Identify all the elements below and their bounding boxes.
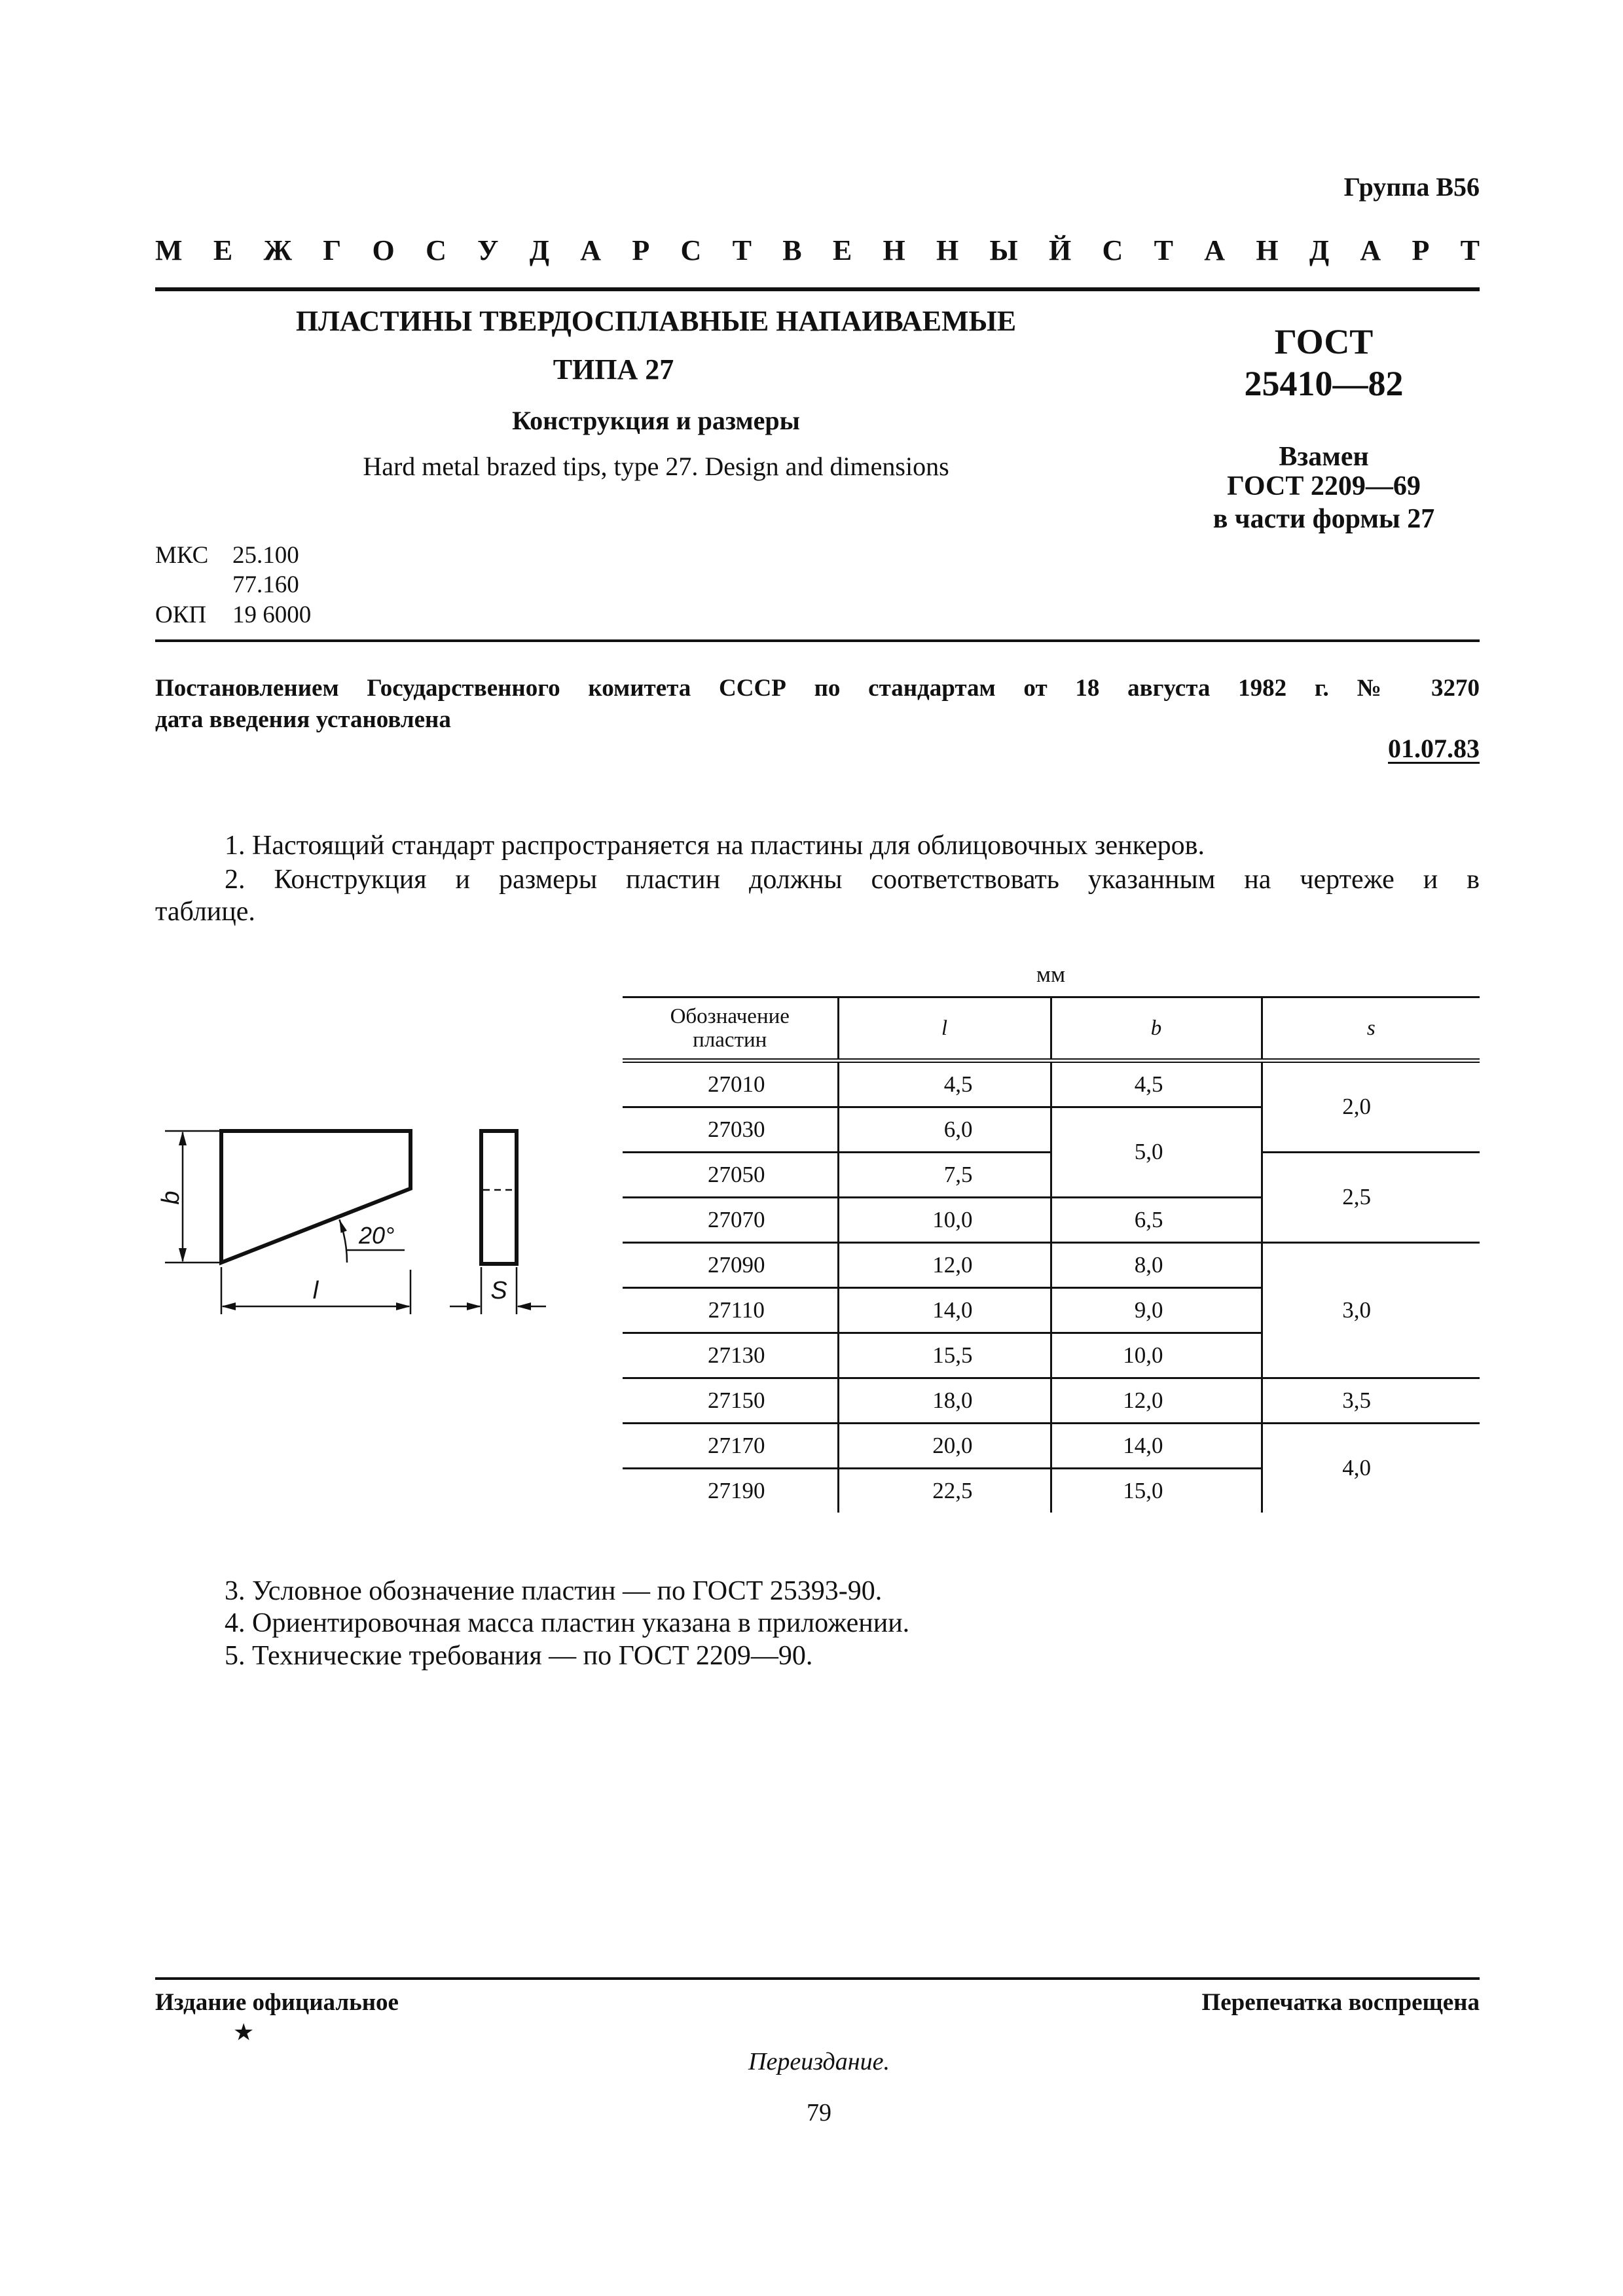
clause-3: 3. Условное обозначение пластин — по ГОСТ 25393-90. (225, 1576, 883, 1606)
header-l: l (838, 997, 1051, 1061)
plate-drawing (151, 1113, 570, 1329)
cell-s: 3,5 (1262, 1378, 1480, 1424)
side-view-outline (481, 1131, 517, 1264)
clause-2-line2: таблице. (155, 897, 255, 927)
dimension-b (157, 1131, 221, 1263)
mks-code-2: 77.160 (232, 571, 299, 598)
cell-designation: 27030 (623, 1107, 838, 1153)
cell-b: 10,0 (1051, 1333, 1262, 1378)
cell-l: 15,5 (838, 1333, 1051, 1378)
cell-designation: 27090 (623, 1243, 838, 1288)
group-code: Группа В56 (1343, 172, 1480, 202)
title-english: Hard metal brazed tips, type 27. Design and dimensions (363, 452, 949, 481)
cell-l: 18,0 (838, 1378, 1051, 1424)
gost-number: 25410—82 (1244, 364, 1404, 403)
clause-5: 5. Технические требования — по ГОСТ 2209—90. (225, 1641, 813, 1671)
dimension-s (450, 1267, 546, 1314)
cell-l: 12,0 (838, 1243, 1051, 1288)
header-rule (155, 287, 1480, 291)
table-header-row (623, 997, 1480, 1061)
mks-code-1: 25.100 (232, 542, 299, 569)
cell-b: 14,0 (1051, 1424, 1262, 1469)
side-view (481, 1131, 517, 1264)
arrowhead-b-top (179, 1131, 187, 1145)
cell-designation: 27110 (623, 1288, 838, 1333)
cell-l: 10,0 (838, 1198, 1051, 1243)
header-designation-line1: Обозначение (670, 1004, 790, 1028)
replaces-part: в части формы 27 (1213, 504, 1435, 534)
cell-s: 2,5 (1262, 1153, 1480, 1243)
okp-code: 19 6000 (232, 601, 312, 628)
arrowhead-b-bottom (179, 1248, 187, 1263)
cell-b: 15,0 (1051, 1469, 1262, 1513)
arrowhead-angle (339, 1219, 347, 1233)
cell-b: 6,5 (1051, 1198, 1262, 1243)
title-line1: ПЛАСТИНЫ ТВЕРДОСПЛАВНЫЕ НАПАИВАЕМЫЕ (295, 305, 1017, 337)
label-b: b (157, 1191, 185, 1205)
arrowhead-l-left (221, 1302, 236, 1310)
footer-rule (155, 1977, 1480, 1980)
table-row (623, 1061, 1480, 1107)
gost-label: ГОСТ (1274, 322, 1374, 361)
cell-designation: 27170 (623, 1424, 838, 1469)
arrowhead-l-right (396, 1302, 410, 1310)
header-designation (623, 997, 838, 1061)
table-unit: мм (1036, 961, 1066, 987)
angle-dimension (339, 1219, 405, 1263)
label-s: S (490, 1277, 507, 1304)
dimensions-table (623, 996, 1480, 1513)
reissue-note: Переиздание. (748, 2048, 890, 2075)
replaces-standard: ГОСТ 2209—69 (1227, 471, 1421, 501)
header-s: s (1262, 997, 1480, 1061)
cell-b: 4,5 (1051, 1061, 1262, 1107)
label-l: l (312, 1277, 319, 1304)
standard-heading: М Е Ж Г О С У Д А Р С Т В Е Н Н Ы Й С Т А Н Д А Р Т (155, 234, 1480, 266)
cell-designation: 27130 (623, 1333, 838, 1378)
title-line2: ТИПА 27 (553, 353, 674, 386)
label-angle: 20° (359, 1222, 395, 1249)
dimension-l (221, 1267, 410, 1314)
title-subtitle: Конструкция и размеры (512, 406, 800, 435)
cell-designation: 27150 (623, 1378, 838, 1424)
cell-l: 14,0 (838, 1288, 1051, 1333)
cell-l: 4,5 (838, 1061, 1051, 1107)
replaces-label: Взамен (1279, 442, 1369, 472)
clause-1: 1. Настоящий стандарт распространяется на пластины для облицовочных зенкеров. (225, 831, 1205, 861)
cell-l: 6,0 (838, 1107, 1051, 1153)
cell-s: 2,0 (1262, 1061, 1480, 1153)
cell-s: 3,0 (1262, 1243, 1480, 1378)
decree-line1: Постановлением Государственного комитета СССР по стандартам от 18 августа 1982 г. № 3270 (155, 675, 1480, 702)
effective-date: 01.07.83 (1388, 734, 1480, 763)
header-designation-line2: пластин (693, 1028, 767, 1052)
okp-label: ОКП (155, 601, 207, 628)
arrowhead-s-left (467, 1302, 481, 1310)
header-b: b (1051, 997, 1262, 1061)
clause-4: 4. Ориентировочная масса пластин указана в приложении. (225, 1608, 910, 1638)
cell-b: 5,0 (1051, 1107, 1262, 1198)
cell-designation: 27070 (623, 1198, 838, 1243)
reprint-prohibited: Перепечатка воспрещена (1201, 1989, 1480, 2016)
official-edition: Издание официальное (155, 1989, 399, 2016)
cell-s: 4,0 (1342, 1455, 1371, 1481)
cell-l: 22,5 (838, 1469, 1051, 1513)
cell-l: 7,5 (838, 1153, 1051, 1198)
clause-2-line1: 2. Конструкция и размеры пластин должны соответствовать указанным на чертеже и в (225, 865, 1480, 895)
cell-b: 9,0 (1051, 1288, 1262, 1333)
decree-line2: дата введения установлена (155, 706, 451, 733)
page-number: 79 (807, 2099, 831, 2126)
mks-label: МКС (155, 542, 209, 569)
cell-designation: 27190 (623, 1469, 838, 1513)
cell-designation: 27050 (623, 1153, 838, 1198)
table-row (623, 1424, 1480, 1469)
cell-b: 8,0 (1051, 1243, 1262, 1288)
arrowhead-s-right (517, 1302, 531, 1310)
classification-rule (155, 639, 1480, 642)
cell-l: 20,0 (838, 1424, 1051, 1469)
cell-designation: 27010 (623, 1061, 838, 1107)
table-row (623, 1243, 1480, 1288)
star-icon: ★ (233, 2019, 255, 2046)
table-row (623, 1378, 1480, 1424)
cell-b: 12,0 (1051, 1378, 1262, 1424)
